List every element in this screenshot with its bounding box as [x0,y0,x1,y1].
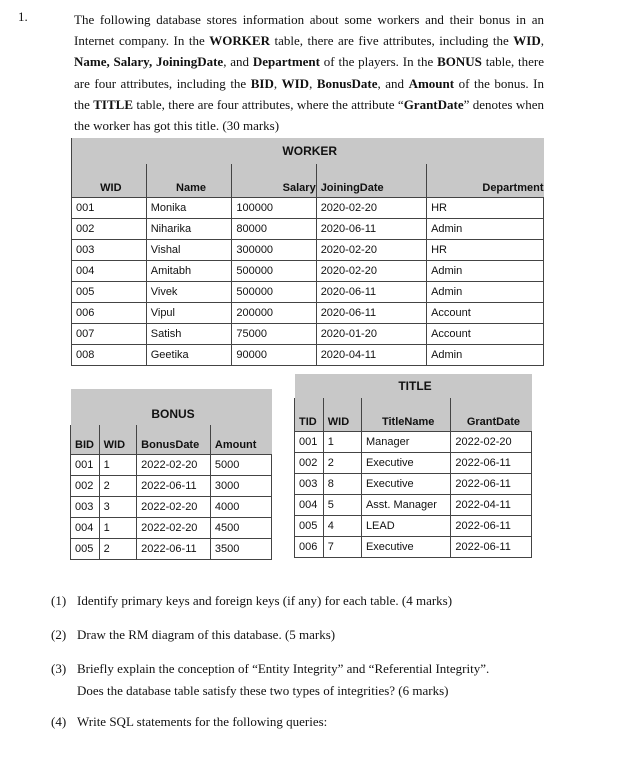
table-cell: 005 [71,539,100,560]
table-cell: HR [427,240,544,261]
column-header: Amount [210,425,271,455]
table-cell: 003 [72,240,147,261]
table-cell: 2020-02-20 [316,261,426,282]
table-cell: Vishal [146,240,232,261]
table-cell: 003 [295,474,324,495]
table-row [72,345,544,366]
table-cell: HR [427,198,544,219]
subquestion-number: (2) [51,627,67,642]
title-table-title: TITLE [398,379,432,393]
table-row [72,240,544,261]
subquestion-text: Briefly explain the conception of “Entity Integrity” and “Referential Integrity”. [77,661,490,676]
table-cell: 001 [71,455,100,476]
table-cell: 2022-06-11 [137,539,211,560]
intro-text: table, there are four attributes, including the [74,54,545,91]
table-cell: 2 [99,476,137,497]
table-cell: 1 [323,432,361,453]
intro-text: , [540,33,544,49]
table-cell: 2020-02-20 [316,198,426,219]
column-header: WID [72,164,147,198]
subquestion-text: Draw the RM diagram of this database. (5 marks) [77,627,336,642]
table-cell: 7 [323,537,361,558]
table-cell: 90000 [232,345,316,366]
table-cell: 500000 [232,282,316,303]
column-header: Salary [232,164,316,198]
table-row [71,455,272,476]
table-cell: 5000 [210,455,271,476]
table-cell: 100000 [232,198,316,219]
intro-text: table, there are five attributes, including the [269,33,514,49]
table-cell: 2022-02-20 [451,432,532,453]
worker-table [71,138,544,366]
table-row [72,261,544,282]
table-cell: Admin [427,282,544,303]
intro-text: , [273,75,282,91]
table-row [295,516,532,537]
question-number: 1. [18,9,28,24]
table-cell: Vivek [146,282,232,303]
table-row [71,539,272,560]
intro-keyword: WORKER [209,33,270,49]
table-cell: 1 [99,455,137,476]
column-header: JoiningDate [316,164,426,198]
intro-keyword: WID [513,33,541,49]
table-cell: 1 [99,518,137,539]
table-cell: 2020-04-11 [316,345,426,366]
table-cell: 3 [99,497,137,518]
column-header: GrantDate [451,398,532,432]
table-cell: 003 [71,497,100,518]
table-cell: 2020-02-20 [316,240,426,261]
subquestion [51,590,551,612]
table-cell: Amitabh [146,261,232,282]
question-intro [74,9,544,136]
subquestion-text: Identify primary keys and foreign keys (if any) for each table. (4 marks) [77,593,453,608]
table-cell: Vipul [146,303,232,324]
table-cell: 004 [295,495,324,516]
subquestion-number: (3) [51,661,67,676]
table-cell: 2022-06-11 [451,453,532,474]
intro-keyword: BONUS [437,54,482,70]
table-cell: Admin [427,261,544,282]
table-cell: 001 [72,198,147,219]
column-header: TID [295,398,324,432]
table-cell: 004 [72,261,147,282]
table-cell: 2022-06-11 [451,537,532,558]
intro-keyword: GrantDate [403,96,464,112]
table-cell: 500000 [232,261,316,282]
table-cell: 2020-06-11 [316,303,426,324]
table-cell: 006 [295,537,324,558]
table-cell: 200000 [232,303,316,324]
intro-text: The following database stores information about some workers and their bonus in an Internet company. In the [74,12,544,49]
column-header: Name [146,164,232,198]
table-cell: Executive [361,474,450,495]
table-cell: 2022-06-11 [137,476,211,497]
table-cell: Niharika [146,219,232,240]
table-cell: 006 [72,303,147,324]
table-cell: Admin [427,219,544,240]
table-cell: 002 [295,453,324,474]
table-row [71,518,272,539]
table-row [295,432,532,453]
table-row [295,453,532,474]
table-cell: 2020-06-11 [316,282,426,303]
table-row [71,497,272,518]
table-cell: 5 [323,495,361,516]
table-cell: 80000 [232,219,316,240]
table-row [72,282,544,303]
bonus-table [70,389,272,560]
table-cell: 008 [72,345,147,366]
table-row [72,198,544,219]
table-cell: Asst. Manager [361,495,450,516]
table-cell: 2022-02-20 [137,497,211,518]
table-cell: 300000 [232,240,316,261]
table-cell: Account [427,324,544,345]
column-header: Department [427,164,544,198]
table-cell: 3500 [210,539,271,560]
intro-keyword: TITLE [93,96,133,112]
table-cell: 2020-01-20 [316,324,426,345]
worker-table-title: WORKER [72,138,544,164]
intro-text: , and [223,54,253,70]
table-row [295,495,532,516]
table-cell: Monika [146,198,232,219]
subquestion [51,711,551,733]
table-cell: Executive [361,453,450,474]
table-row [295,537,532,558]
table-cell: Account [427,303,544,324]
column-header: WID [99,425,137,455]
subquestion [51,624,551,646]
table-row [295,474,532,495]
title-table [294,374,532,558]
table-cell: Geetika [146,345,232,366]
intro-text: ” denotes when the worker has got this title. (30 marks) [74,96,544,134]
table-cell: 8 [323,474,361,495]
table-cell: 2022-06-11 [451,516,532,537]
subquestion [51,658,551,701]
subquestion-number: (4) [51,714,67,729]
table-cell: 2022-06-11 [451,474,532,495]
table-cell: 005 [72,282,147,303]
table-cell: 4500 [210,518,271,539]
intro-text: , and [377,75,409,91]
table-cell: Manager [361,432,450,453]
table-cell: 004 [71,518,100,539]
table-cell: Executive [361,537,450,558]
subquestion-text: Does the database table satisfy these two types of integrities? (6 marks) [77,682,449,698]
table-cell: 3000 [210,476,271,497]
table-cell: 2 [99,539,137,560]
table-cell: Satish [146,324,232,345]
table-row [72,219,544,240]
column-header: BID [71,425,100,455]
table-row [72,324,544,345]
intro-keyword: Name, Salary, JoiningDate [74,54,224,70]
subquestion-number: (1) [51,593,67,608]
bonus-table-title: BONUS [151,407,195,421]
table-cell: Admin [427,345,544,366]
table-cell: 4000 [210,497,271,518]
column-header: BonusDate [137,425,211,455]
table-cell: 4 [323,516,361,537]
intro-text: of the players. In the [320,54,438,70]
table-row [71,476,272,497]
table-cell: 2022-02-20 [137,455,211,476]
table-cell: 75000 [232,324,316,345]
intro-keyword: Department [252,54,320,70]
intro-keyword: WID [281,75,310,91]
table-cell: 2022-04-11 [451,495,532,516]
intro-text: of the bonus. In the [74,75,545,112]
table-cell: 002 [71,476,100,497]
column-header: WID [323,398,361,432]
table-cell: 002 [72,219,147,240]
table-row [72,303,544,324]
table-cell: 2 [323,453,361,474]
table-cell: 2022-02-20 [137,518,211,539]
intro-text: table, there are four attributes, where the attribute “ [133,96,404,112]
intro-keyword: Amount [408,75,455,91]
table-cell: 007 [72,324,147,345]
intro-text: , [309,75,317,91]
subquestion-text: Write SQL statements for the following queries: [77,714,328,729]
intro-keyword: BID [250,75,274,91]
table-cell: 2020-06-11 [316,219,426,240]
column-header: TitleName [361,398,450,432]
table-cell: 001 [295,432,324,453]
table-cell: LEAD [361,516,450,537]
intro-keyword: BonusDate [316,75,378,91]
table-cell: 005 [295,516,324,537]
